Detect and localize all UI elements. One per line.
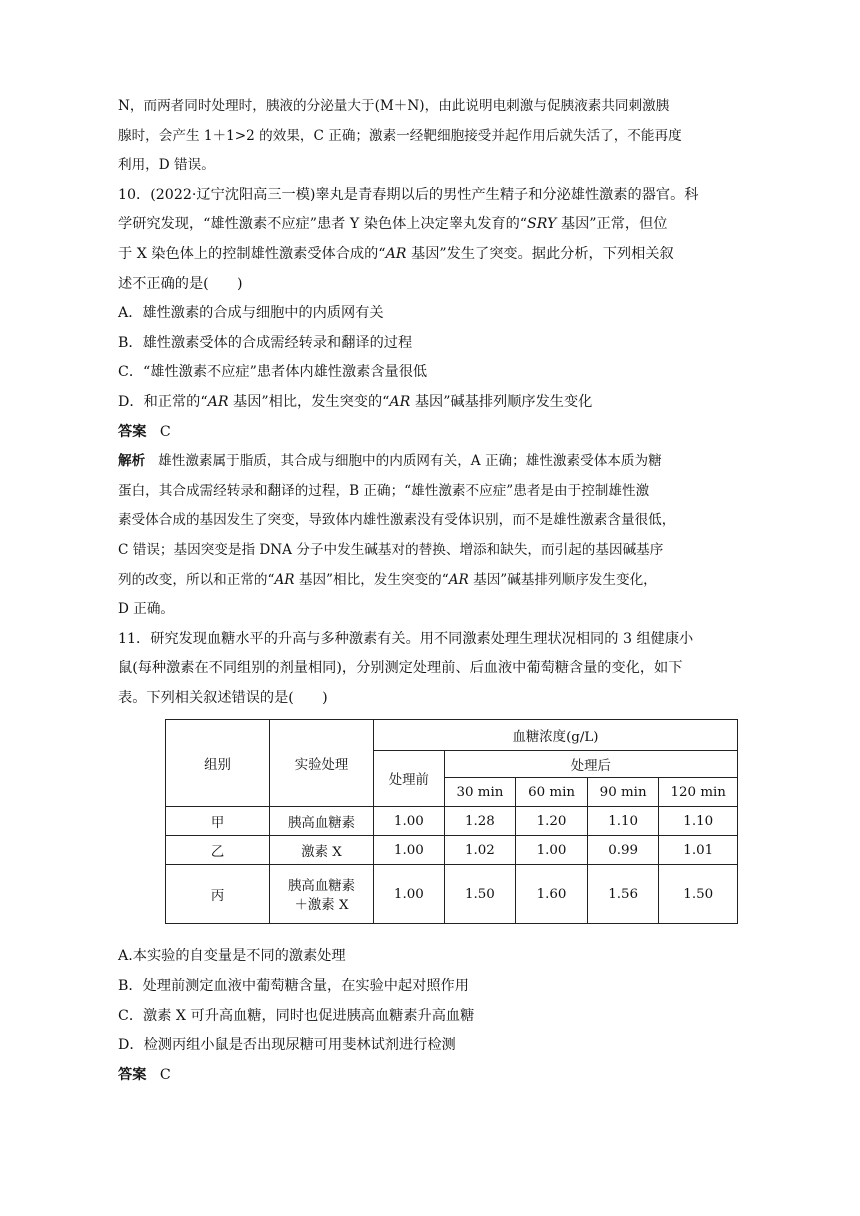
treatment-line: 胰高血糖素 [288,879,355,895]
blood-glucose-table [165,719,738,924]
cell-before: 1.00 [374,865,445,924]
question-stem: 述不正确的是( ) [118,275,243,292]
cell-treatment [270,865,374,924]
header-time: 60 min [516,778,588,807]
analysis [118,447,738,477]
cell-value: 1.20 [516,807,588,836]
header-glucose: 血糖浓度(g/L) [374,720,738,751]
analysis-text: 素受体合成的基因发生了突变，导致体内雄性激素没有受体识别，而不是雄性激素含量很低， [118,512,676,529]
cell-before: 1.00 [374,807,445,836]
gene-name: AR [448,571,469,588]
stem-text: 于 X 染色体上的控制雄性激素受体合成的“ [118,245,386,262]
question-11 [118,625,738,1091]
analysis-text [118,566,738,596]
gene-name: AR [385,245,407,262]
header-time: 120 min [659,778,738,807]
option-text: 基因”相比，发生突变的“ [228,393,390,410]
analysis-text: 基因”碱基排列顺序发生变化， [468,571,657,588]
question-stem: 表。下列相关叙述错误的是( ) [118,689,328,706]
table-row [166,836,738,865]
gene-name: AR [389,393,411,410]
analysis-label: 解析 [118,453,146,470]
stem-text: 10．(2022·辽宁沈阳高三一模)睾丸是青春期以后的男性产生精子和分泌雄性激素的器官。科 [118,186,699,203]
option-a: A．雄性激素的合成与细胞中的内质网有关 [118,305,384,322]
cell-treatment: 激素 X [270,836,374,865]
option-b: B．雄性激素受体的合成需经转录和翻译的过程 [118,334,413,351]
treatment-line: ＋激素 X [294,898,349,914]
option-c: C．激素 X 可升高血糖，同时也促进胰高血糖素升高血糖 [118,1007,475,1024]
cell-group: 乙 [166,836,270,865]
answer [118,418,738,448]
cell-value: 1.50 [659,865,738,924]
option-a: A.本实验的自变量是不同的激素处理 [118,948,346,965]
header-before: 处理前 [374,751,445,807]
gene-name: AR [207,393,229,410]
cell-group: 甲 [166,807,270,836]
option-b: B．处理前测定血液中葡萄糖含量，在实验中起对照作用 [118,978,469,995]
option-text: D．和正常的“ [118,393,208,410]
question-stem: 11．研究发现血糖水平的升高与多种激素有关。用不同激素处理生理状况相同的 3 组健康小 [118,630,694,647]
cell-value: 1.56 [587,865,659,924]
header-treatment: 实验处理 [270,720,374,807]
text-line: 利用，D 错误。 [118,157,215,174]
previous-explanation [118,92,738,181]
answer-label: 答案 [118,423,147,440]
header-group: 组别 [166,720,270,807]
header-time: 30 min [444,778,516,807]
gene-name: AR [274,571,295,588]
gene-name: SRY [527,216,557,233]
cell-group: 丙 [166,865,270,924]
data-table-wrapper [165,719,738,924]
answer-label: 答案 [118,1066,147,1083]
analysis-text: 基因”相比，发生突变的“ [294,571,449,588]
question-stem [118,181,738,211]
question-stem: 鼠(每种激素在不同组别的剂量相同)，分别测定处理前、后血液中葡萄糖含量的变化，如下 [118,660,683,677]
cell-value: 1.28 [444,807,516,836]
cell-value: 1.10 [659,807,738,836]
content [118,92,738,1090]
cell-treatment: 胰高血糖素 [270,807,374,836]
stem-text: 基因”正常，但位 [556,216,668,233]
analysis-text: 蛋白，其合成需经转录和翻译的过程，B 正确；“雄性激素不应症”患者是由于控制雄性激 [118,482,650,499]
table-row [166,865,738,924]
header-after: 处理后 [444,751,737,778]
analysis-text: D 正确。 [118,601,175,618]
option-c: C．“雄性激素不应症”患者体内雄性激素含量很低 [118,364,428,381]
text-line: N，而两者同时处理时，胰液的分泌量大于(M＋N)，由此说明电刺激与促胰液素共同刺激胰 [118,98,670,114]
cell-value: 1.60 [516,865,588,924]
option-d [118,388,738,418]
cell-value: 1.00 [516,836,588,865]
cell-value: 1.10 [587,807,659,836]
cell-value: 0.99 [587,836,659,865]
option-d: D．检测丙组小鼠是否出现尿糖可用斐林试剂进行检测 [118,1037,456,1054]
table-row [166,807,738,836]
header-time: 90 min [587,778,659,807]
stem-text: 基因”发生了突变。据此分析，下列相关叙 [406,245,674,262]
question-stem [118,210,738,240]
stem-text: 学研究发现，“雄性激素不应症”患者 Y 染色体上决定睾丸发育的“ [118,216,528,233]
analysis-text: 列的改变，所以和正常的“ [118,571,275,588]
question-stem [118,240,738,270]
answer-value: C [159,1066,171,1083]
cell-before: 1.00 [374,836,445,865]
cell-value: 1.02 [444,836,516,865]
cell-value: 1.01 [659,836,738,865]
analysis-text: 雄性激素属于脂质，其合成与细胞中的内质网有关，A 正确；雄性激素受体本质为糖 [158,453,662,470]
option-text: 基因”碱基排列顺序发生变化 [410,393,593,410]
answer [118,1061,738,1091]
question-10 [118,181,738,625]
cell-value: 1.50 [444,865,516,924]
answer-value: C [159,423,171,440]
text-line: 腺时，会产生 1＋1>2 的效果，C 正确；激素一经靶细胞接受并起作用后就失活了，不能再度 [118,127,682,144]
analysis-text: C 错误；基因突变是指 DNA 分子中发生碱基对的替换、增添和缺失，而引起的基因碱基序 [118,541,664,558]
